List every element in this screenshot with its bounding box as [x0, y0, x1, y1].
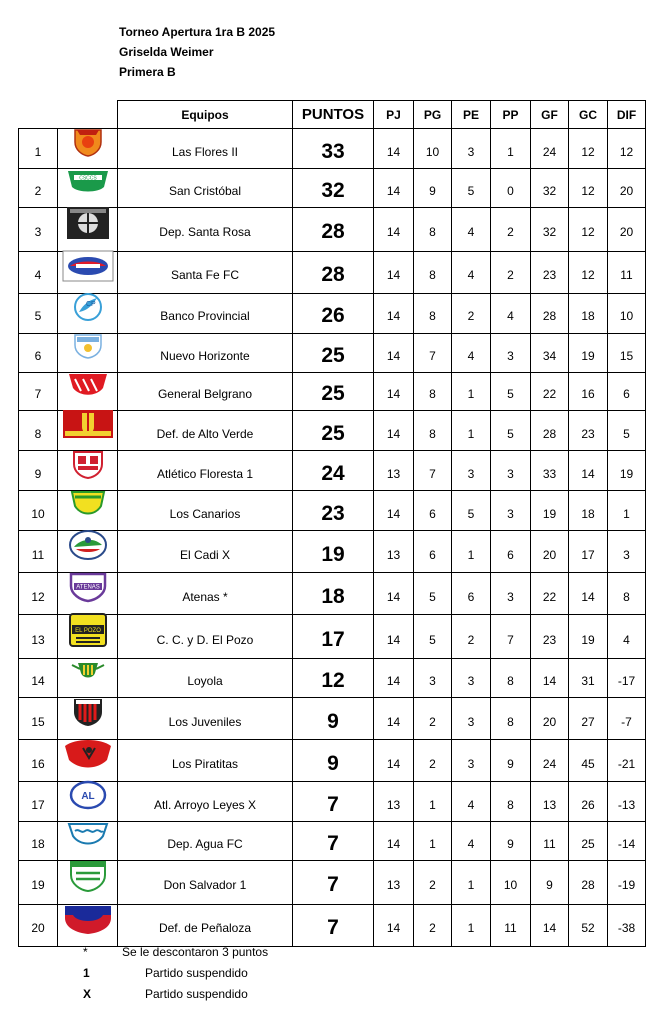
pj-cell: 14 [374, 411, 414, 451]
arroyo-leyes-crest-icon [58, 780, 117, 813]
position-cell: 18 [19, 822, 58, 861]
team-name-cell: Los Piratitas [118, 740, 293, 782]
logo-cell [58, 740, 118, 782]
points-cell: 17 [293, 615, 374, 659]
team-name-cell: Los Canarios [118, 491, 293, 531]
dif-cell: -14 [608, 822, 646, 861]
position-cell: 16 [19, 740, 58, 782]
svg-text:CP: CP [85, 300, 96, 308]
table-row [19, 293, 646, 333]
pp-cell: 11 [491, 904, 531, 946]
position-cell: 15 [19, 698, 58, 740]
table-row [19, 491, 646, 531]
pe-cell: 4 [452, 207, 491, 251]
gf-cell: 32 [531, 169, 569, 208]
dif-cell: -21 [608, 740, 646, 782]
header-row [19, 101, 646, 129]
dif-cell: 11 [608, 251, 646, 293]
dif-cell: 3 [608, 531, 646, 573]
logo-cell [58, 251, 118, 293]
position-cell: 20 [19, 904, 58, 946]
team-name-cell: Dep. Santa Rosa [118, 207, 293, 251]
team-name-cell: Atenas * [118, 573, 293, 615]
santa-fe-fc-crest-icon [58, 250, 117, 285]
standings-table [18, 100, 646, 947]
pp-cell: 3 [491, 573, 531, 615]
nuevo-horizonte-crest-icon [58, 332, 117, 363]
dif-cell: 1 [608, 491, 646, 531]
pp-cell: 8 [491, 659, 531, 698]
pj-cell: 14 [374, 207, 414, 251]
points-cell: 18 [293, 573, 374, 615]
team-name-cell: General Belgrano [118, 372, 293, 411]
gc-cell: 27 [569, 698, 608, 740]
pp-cell: 4 [491, 293, 531, 333]
team-name-cell: Las Flores II [118, 129, 293, 169]
footnote-mark: 1 [83, 966, 90, 980]
san-cristobal-crest-icon [58, 168, 117, 197]
logo-cell [58, 333, 118, 372]
team-name-cell: Don Salvador 1 [118, 860, 293, 904]
pj-cell: 14 [374, 372, 414, 411]
points-cell: 26 [293, 293, 374, 333]
position-cell: 5 [19, 293, 58, 333]
position-cell: 13 [19, 615, 58, 659]
team-name-cell: Def. de Alto Verde [118, 411, 293, 451]
gc-cell: 31 [569, 659, 608, 698]
gf-cell: 23 [531, 251, 569, 293]
pj-cell: 14 [374, 659, 414, 698]
header-pe: PE [452, 101, 491, 129]
footnote-text: Partido suspendido [145, 987, 248, 1001]
atenas-crest-icon [58, 571, 117, 606]
dif-cell: 15 [608, 333, 646, 372]
table-row [19, 573, 646, 615]
gf-cell: 24 [531, 129, 569, 169]
position-cell: 11 [19, 531, 58, 573]
gc-cell: 18 [569, 491, 608, 531]
pj-cell: 14 [374, 615, 414, 659]
points-cell: 7 [293, 782, 374, 822]
gf-cell: 24 [531, 740, 569, 782]
los-piratitas-crest-icon [58, 738, 117, 773]
gc-cell: 12 [569, 251, 608, 293]
dif-cell: 6 [608, 372, 646, 411]
position-cell: 2 [19, 169, 58, 208]
pp-cell: 2 [491, 251, 531, 293]
pg-cell: 2 [414, 904, 452, 946]
pj-cell: 14 [374, 333, 414, 372]
pg-cell: 1 [414, 822, 452, 861]
footnote-mark: X [83, 987, 92, 1001]
gc-cell: 12 [569, 207, 608, 251]
gf-cell: 28 [531, 411, 569, 451]
santa-rosa-crest-icon [58, 206, 117, 243]
las-flores-crest-icon [58, 127, 117, 160]
pj-cell: 14 [374, 491, 414, 531]
gc-cell: 45 [569, 740, 608, 782]
gf-cell: 23 [531, 615, 569, 659]
dif-cell: -17 [608, 659, 646, 698]
table-row [19, 698, 646, 740]
el-pozo-crest-icon [58, 613, 117, 650]
tournament-header [119, 22, 275, 82]
pj-cell: 13 [374, 782, 414, 822]
pe-cell: 3 [452, 451, 491, 491]
team-name-cell: Atlético Floresta 1 [118, 451, 293, 491]
pg-cell: 2 [414, 698, 452, 740]
gc-cell: 23 [569, 411, 608, 451]
dif-cell: 4 [608, 615, 646, 659]
pp-cell: 3 [491, 333, 531, 372]
points-cell: 28 [293, 251, 374, 293]
svg-text:EL POZO: EL POZO [74, 628, 101, 635]
points-cell: 32 [293, 169, 374, 208]
team-name-cell: Loyola [118, 659, 293, 698]
floresta-crest-icon [58, 449, 117, 482]
logo-cell [58, 860, 118, 904]
pj-cell: 14 [374, 822, 414, 861]
pp-cell: 6 [491, 531, 531, 573]
pj-cell: 13 [374, 531, 414, 573]
points-cell: 28 [293, 207, 374, 251]
pe-cell: 3 [452, 659, 491, 698]
position-cell: 17 [19, 782, 58, 822]
pp-cell: 8 [491, 782, 531, 822]
pe-cell: 4 [452, 333, 491, 372]
gc-cell: 26 [569, 782, 608, 822]
dif-cell: -7 [608, 698, 646, 740]
position-cell: 12 [19, 573, 58, 615]
header-points: PUNTOS [293, 101, 374, 129]
el-cadi-crest-icon [58, 529, 117, 564]
pe-cell: 1 [452, 904, 491, 946]
table-row [19, 411, 646, 451]
dif-cell: 5 [608, 411, 646, 451]
pp-cell: 7 [491, 615, 531, 659]
pj-cell: 14 [374, 740, 414, 782]
team-name-cell: C. C. y D. El Pozo [118, 615, 293, 659]
dif-cell: 8 [608, 573, 646, 615]
gc-cell: 28 [569, 860, 608, 904]
pe-cell: 6 [452, 573, 491, 615]
don-salvador-crest-icon [58, 859, 117, 896]
gf-cell: 11 [531, 822, 569, 861]
pg-cell: 9 [414, 169, 452, 208]
gf-cell: 28 [531, 293, 569, 333]
pe-cell: 1 [452, 531, 491, 573]
pe-cell: 5 [452, 169, 491, 208]
gf-cell: 14 [531, 659, 569, 698]
position-cell: 3 [19, 207, 58, 251]
svg-text:CSCCS: CSCCS [78, 175, 97, 182]
gf-cell: 19 [531, 491, 569, 531]
team-name-cell: Atl. Arroyo Leyes X [118, 782, 293, 822]
pg-cell: 2 [414, 860, 452, 904]
gc-cell: 12 [569, 169, 608, 208]
pp-cell: 8 [491, 698, 531, 740]
pe-cell: 5 [452, 491, 491, 531]
points-cell: 9 [293, 698, 374, 740]
gc-cell: 25 [569, 822, 608, 861]
table-row [19, 782, 646, 822]
table-row [19, 451, 646, 491]
pj-cell: 14 [374, 129, 414, 169]
table-row [19, 129, 646, 169]
gf-cell: 22 [531, 372, 569, 411]
svg-text:ATENAS: ATENAS [75, 584, 100, 591]
pg-cell: 6 [414, 491, 452, 531]
footnote-text: Se le descontaron 3 puntos [122, 945, 269, 959]
table-row [19, 740, 646, 782]
team-name-cell: San Cristóbal [118, 169, 293, 208]
logo-cell [58, 822, 118, 861]
banco-provincial-crest-icon [58, 292, 117, 325]
logo-cell [58, 904, 118, 946]
pe-cell: 2 [452, 615, 491, 659]
pg-cell: 2 [414, 740, 452, 782]
logo-cell [58, 372, 118, 411]
logo-cell [58, 207, 118, 251]
pg-cell: 10 [414, 129, 452, 169]
tournament-title: Torneo Apertura 1ra B 2025 [119, 25, 276, 39]
logo-cell [58, 698, 118, 740]
points-cell: 25 [293, 333, 374, 372]
position-cell: 4 [19, 251, 58, 293]
pe-cell: 1 [452, 860, 491, 904]
table-row [19, 169, 646, 208]
logo-cell [58, 129, 118, 169]
table-row [19, 333, 646, 372]
position-cell: 14 [19, 659, 58, 698]
position-cell: 6 [19, 333, 58, 372]
table-row [19, 207, 646, 251]
dif-cell: 19 [608, 451, 646, 491]
pg-cell: 8 [414, 372, 452, 411]
pp-cell: 10 [491, 860, 531, 904]
points-cell: 25 [293, 411, 374, 451]
dif-cell: -13 [608, 782, 646, 822]
position-cell: 10 [19, 491, 58, 531]
pe-cell: 4 [452, 822, 491, 861]
division-name: Primera B [119, 65, 176, 79]
pp-cell: 9 [491, 740, 531, 782]
pg-cell: 1 [414, 782, 452, 822]
gc-cell: 14 [569, 573, 608, 615]
pe-cell: 3 [452, 129, 491, 169]
los-canarios-crest-icon [58, 489, 117, 522]
team-name-cell: Banco Provincial [118, 293, 293, 333]
dif-cell: 20 [608, 169, 646, 208]
pg-cell: 8 [414, 411, 452, 451]
team-name-cell: El Cadi X [118, 531, 293, 573]
logo-cell [58, 782, 118, 822]
points-cell: 12 [293, 659, 374, 698]
header-pj: PJ [374, 101, 414, 129]
alto-verde-crest-icon [58, 409, 117, 442]
pg-cell: 8 [414, 251, 452, 293]
pg-cell: 7 [414, 333, 452, 372]
pg-cell: 8 [414, 207, 452, 251]
team-name-cell: Def. de Peñaloza [118, 904, 293, 946]
penaloza-crest-icon [58, 903, 117, 938]
gf-cell: 33 [531, 451, 569, 491]
pg-cell: 5 [414, 615, 452, 659]
position-cell: 19 [19, 860, 58, 904]
pp-cell: 1 [491, 129, 531, 169]
pp-cell: 3 [491, 491, 531, 531]
logo-cell [58, 659, 118, 698]
gc-cell: 12 [569, 129, 608, 169]
gc-cell: 16 [569, 372, 608, 411]
gc-cell: 14 [569, 451, 608, 491]
logo-cell [58, 451, 118, 491]
position-cell: 1 [19, 129, 58, 169]
pj-cell: 14 [374, 698, 414, 740]
header-blank [19, 101, 118, 129]
logo-cell [58, 531, 118, 573]
gf-cell: 20 [531, 698, 569, 740]
points-cell: 24 [293, 451, 374, 491]
gf-cell: 9 [531, 860, 569, 904]
table-row [19, 659, 646, 698]
header-gf: GF [531, 101, 569, 129]
points-cell: 7 [293, 904, 374, 946]
header-pp: PP [491, 101, 531, 129]
pg-cell: 3 [414, 659, 452, 698]
pp-cell: 5 [491, 411, 531, 451]
points-cell: 7 [293, 860, 374, 904]
gc-cell: 19 [569, 333, 608, 372]
gf-cell: 34 [531, 333, 569, 372]
table-row [19, 372, 646, 411]
logo-cell [58, 615, 118, 659]
points-cell: 33 [293, 129, 374, 169]
pe-cell: 4 [452, 251, 491, 293]
pp-cell: 2 [491, 207, 531, 251]
svg-text:AL: AL [80, 791, 95, 803]
pj-cell: 14 [374, 251, 414, 293]
gf-cell: 32 [531, 207, 569, 251]
header-team: Equipos [118, 101, 293, 129]
team-name-cell: Nuevo Horizonte [118, 333, 293, 372]
logo-cell [58, 573, 118, 615]
pe-cell: 3 [452, 740, 491, 782]
table-row [19, 904, 646, 946]
logo-cell [58, 169, 118, 208]
pe-cell: 2 [452, 293, 491, 333]
gc-cell: 52 [569, 904, 608, 946]
dif-cell: 20 [608, 207, 646, 251]
points-cell: 9 [293, 740, 374, 782]
points-cell: 23 [293, 491, 374, 531]
gf-cell: 13 [531, 782, 569, 822]
header-pg: PG [414, 101, 452, 129]
pj-cell: 14 [374, 169, 414, 208]
header-dif: DIF [608, 101, 646, 129]
agua-fc-crest-icon [58, 821, 117, 852]
table-row [19, 251, 646, 293]
points-cell: 25 [293, 372, 374, 411]
team-name-cell: Dep. Agua FC [118, 822, 293, 861]
gc-cell: 17 [569, 531, 608, 573]
dif-cell: 10 [608, 293, 646, 333]
pj-cell: 14 [374, 904, 414, 946]
position-cell: 8 [19, 411, 58, 451]
pe-cell: 1 [452, 411, 491, 451]
logo-cell [58, 411, 118, 451]
pj-cell: 14 [374, 293, 414, 333]
table-row [19, 615, 646, 659]
dif-cell: 12 [608, 129, 646, 169]
gf-cell: 20 [531, 531, 569, 573]
pg-cell: 6 [414, 531, 452, 573]
pp-cell: 0 [491, 169, 531, 208]
dif-cell: -38 [608, 904, 646, 946]
pg-cell: 5 [414, 573, 452, 615]
gf-cell: 14 [531, 904, 569, 946]
pp-cell: 3 [491, 451, 531, 491]
team-name-cell: Santa Fe FC [118, 251, 293, 293]
pg-cell: 7 [414, 451, 452, 491]
position-cell: 7 [19, 372, 58, 411]
team-name-cell: Los Juveniles [118, 698, 293, 740]
pe-cell: 1 [452, 372, 491, 411]
pp-cell: 5 [491, 372, 531, 411]
logo-cell [58, 491, 118, 531]
general-belgrano-crest-icon [58, 371, 117, 402]
header-gc: GC [569, 101, 608, 129]
footnote-mark: * [83, 945, 88, 959]
pg-cell: 8 [414, 293, 452, 333]
gc-cell: 19 [569, 615, 608, 659]
loyola-crest-icon [58, 659, 117, 688]
pe-cell: 3 [452, 698, 491, 740]
logo-cell [58, 293, 118, 333]
pp-cell: 9 [491, 822, 531, 861]
footnote-text: Partido suspendido [145, 966, 248, 980]
gc-cell: 18 [569, 293, 608, 333]
pj-cell: 14 [374, 573, 414, 615]
dif-cell: -19 [608, 860, 646, 904]
table-row [19, 822, 646, 861]
gf-cell: 22 [531, 573, 569, 615]
points-cell: 19 [293, 531, 374, 573]
pj-cell: 13 [374, 860, 414, 904]
los-juveniles-crest-icon [58, 696, 117, 731]
pe-cell: 4 [452, 782, 491, 822]
tournament-sponsor: Griselda Weimer [119, 45, 214, 59]
table-row [19, 531, 646, 573]
position-cell: 9 [19, 451, 58, 491]
points-cell: 7 [293, 822, 374, 861]
pj-cell: 13 [374, 451, 414, 491]
table-row [19, 860, 646, 904]
